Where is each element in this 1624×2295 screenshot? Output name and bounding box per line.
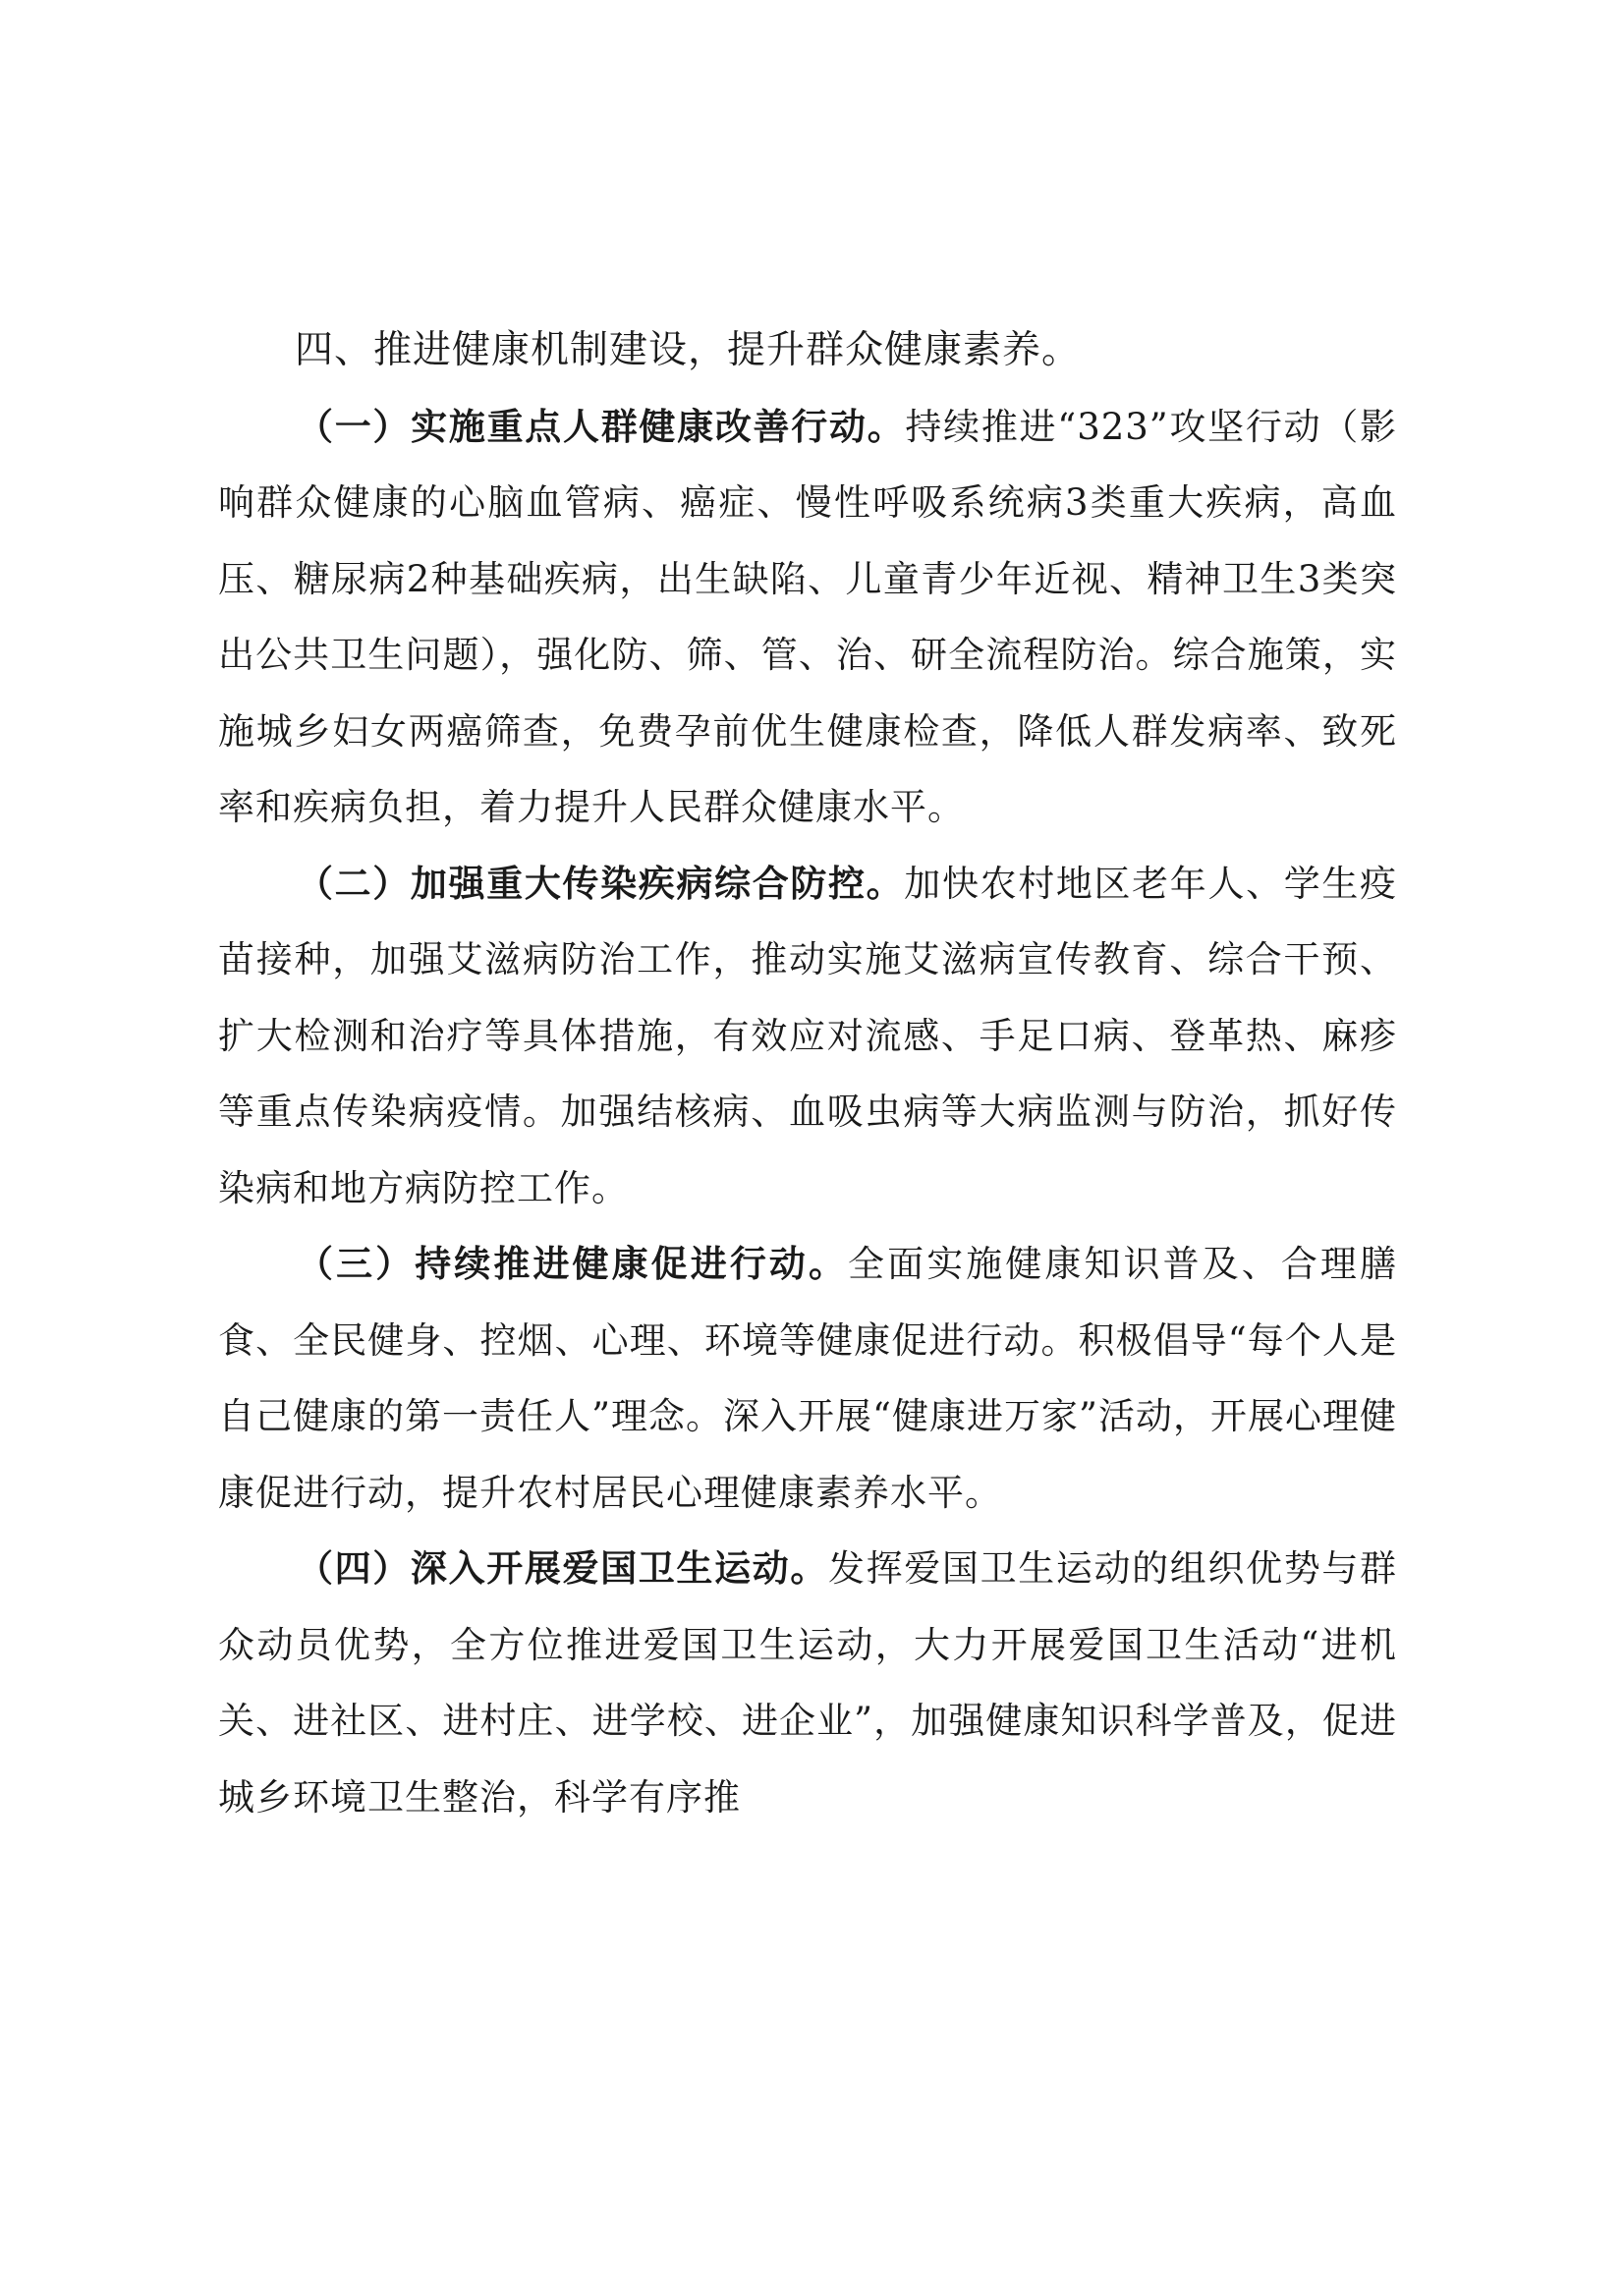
paragraph-3-text: 全面实施健康知识普及、合理膳食、全民健身、控烟、心理、环境等健康促进行动。积极倡导“每个人是自己健康的第一责任人”理念。深入开展“健康进万家”活动，开展心理健康促进行动，提升农村居民心理健康素养水平。 xyxy=(218,1243,1398,1514)
paragraph-1 xyxy=(218,389,1397,846)
paragraph-3-lead: （三）持续推进健康促进行动。 xyxy=(297,1243,849,1285)
paragraph-3 xyxy=(218,1226,1397,1531)
paragraph-4 xyxy=(218,1531,1397,1835)
document-body xyxy=(218,312,1397,1835)
section-heading: 四、推进健康机制建设，提升群众健康素养。 xyxy=(295,328,1082,372)
paragraph-1-text: 持续推进“323”攻坚行动（影响群众健康的心脑血管病、癌症、慢性呼吸系统病3类重大疾病，高血压、糖尿病2种基础疾病，出生缺陷、儿童青少年近视、精神卫生3类突出公共卫生问题），强化防、筛、管、治、研全流程防治。综合施策，实施城乡妇女两癌筛查，免费孕前优生健康检查，降低人群发病率、致死率和疾病负担，着力提升人民群众健康水平。 xyxy=(218,405,1398,828)
paragraph-2-text: 加快农村地区老年人、学生疫苗接种，加强艾滋病防治工作，推动实施艾滋病宣传教育、综合干预、扩大检测和治疗等具体措施，有效应对流感、手足口病、登革热、麻疹等重点传染病疫情。加强结核病、血吸虫病等大病监测与防治，抓好传染病和地方病防控工作。 xyxy=(218,862,1398,1209)
paragraph-4-lead: （四）深入开展爱国卫生运动。 xyxy=(297,1547,828,1590)
paragraph-2-lead: （二）加强重大传染疾病综合防控。 xyxy=(297,862,905,905)
paragraph-1-lead: （一）实施重点人群健康改善行动。 xyxy=(297,405,906,448)
paragraph-2 xyxy=(218,846,1397,1227)
paragraph-4-text: 发挥爱国卫生运动的组织优势与群众动员优势，全方位推进爱国卫生运动，大力开展爱国卫生活动“进机关、进社区、进村庄、进学校、进企业”，加强健康知识科学普及，促进城乡环境卫生整治，科学有序推 xyxy=(218,1547,1397,1819)
